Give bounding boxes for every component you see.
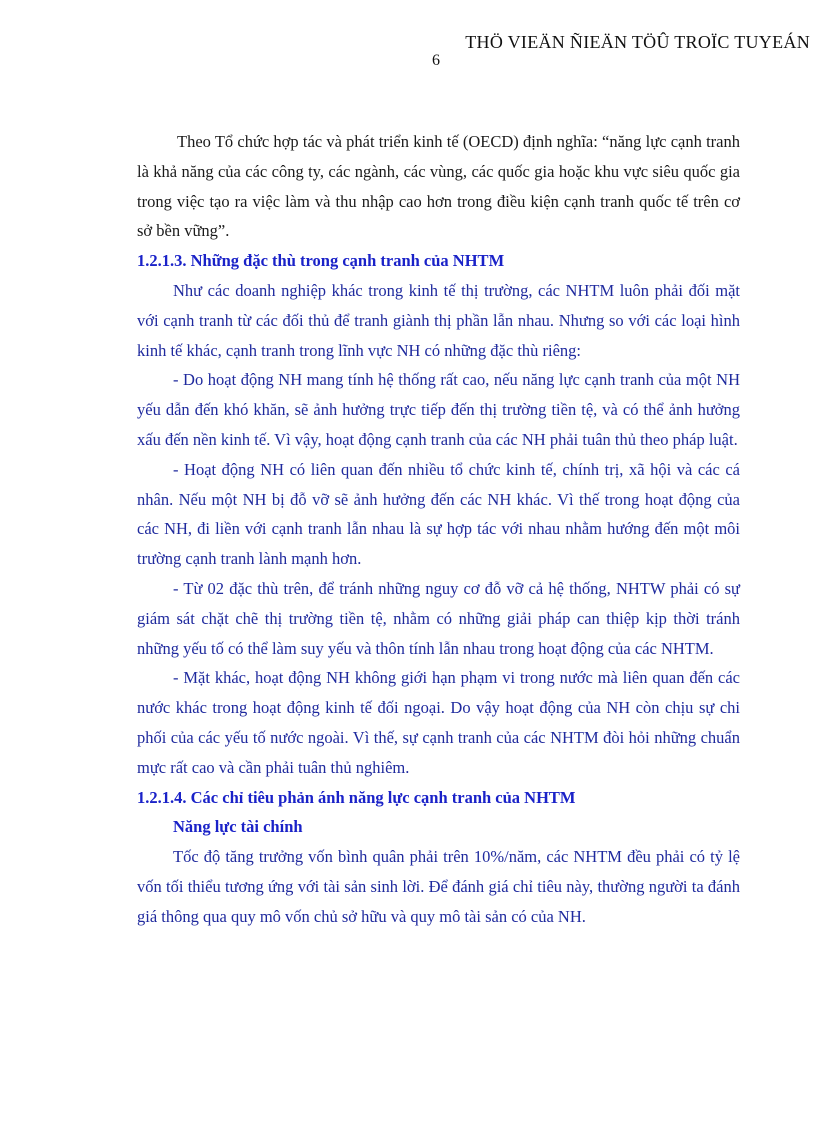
header-title: THÖ VIEÄN ÑIEÄN TÖÛ TROÏC TUYEÁN — [465, 32, 810, 52]
body-paragraph: Như các doanh nghiệp khác trong kinh tế thị trường, các NHTM luôn phải đối mặt với cạnh tranh từ các đối thủ để tranh giành thị phần lẫn nhau. Nhưng so với các loại hình kinh tế khác, cạnh tranh trong lĩnh vực NH có những đặc thù riêng: — [137, 280, 740, 360]
bullet-paragraph: - Mặt khác, hoạt động NH không giới hạn phạm vi trong nước mà liên quan đến các nước khác trong hoạt động kinh tế đối ngoại. Do vậy hoạt động của NH còn chịu sự chi phối của các yếu tố nước ngoài. Vì thế, sự cạnh tranh của các NHTM đòi hỏi những chuẩn mực rất cao và cần phải tuân thủ nghiêm. — [137, 668, 740, 777]
section-heading-1-2-1-4: 1.2.1.4. Các chỉ tiêu phản ánh năng lực cạnh tranh của NHTM — [137, 787, 576, 807]
bullet-paragraph: - Từ 02 đặc thù trên, để tránh những nguy cơ đỗ vỡ cả hệ thống, NHTW phải có sự giám sát chặt chẽ thị trường tiền tệ, nhằm có những giải pháp can thiệp kịp thời tránh những yếu tố có thể làm suy yếu và thôn tính lẫn nhau trong hoạt động của các NHTM. — [137, 578, 740, 658]
section-heading-1-2-1-3: 1.2.1.3. Những đặc thù trong cạnh tranh của NHTM — [137, 251, 505, 271]
bullet-paragraph: - Do hoạt động NH mang tính hệ thống rất cao, nếu năng lực cạnh tranh của một NH yếu dẫn đến khó khăn, sẽ ảnh hưởng trực tiếp đến thị trường tiền tệ, và có thể ảnh hưởng xấu đến nền kinh tế. Vì vậy, hoạt động cạnh tranh của các NH phải tuân thủ theo pháp luật. — [137, 370, 740, 449]
intro-paragraph: Theo Tổ chức hợp tác và phát triển kinh tế (OECD) định nghĩa: “năng lực cạnh tranh là khả năng của các công ty, các ngành, các vùng, các quốc gia hoặc khu vực siêu quốc gia trong việc tạo ra việc làm và thu nhập cao hơn trong điều kiện cạnh tranh quốc tế trên cơ sở bền vững”. — [137, 132, 740, 241]
document-body — [137, 127, 740, 932]
body-paragraph: Tốc độ tăng trưởng vốn bình quân phải trên 10%/năm, các NHTM đều phải có tỷ lệ vốn tối thiểu tương ứng với tài sản sinh lời. Để đánh giá chỉ tiêu này, thường người ta đánh giá thông qua quy mô vốn chủ sở hữu và quy mô tài sản có của NH. — [137, 847, 740, 926]
bullet-paragraph: - Hoạt động NH có liên quan đến nhiều tổ chức kinh tế, chính trị, xã hội và các cá nhân. Nếu một NH bị đỗ vỡ sẽ ảnh hưởng đến các NH khác. Vì thế trong hoạt động của các NH, đi liền với cạnh tranh lẫn nhau là sự hợp tác với nhau nhằm hướng đến một môi trường cạnh tranh lành mạnh hơn. — [137, 459, 740, 569]
subheading-financial-capacity: Năng lực tài chính — [173, 817, 303, 837]
page-number: 6 — [432, 52, 440, 69]
